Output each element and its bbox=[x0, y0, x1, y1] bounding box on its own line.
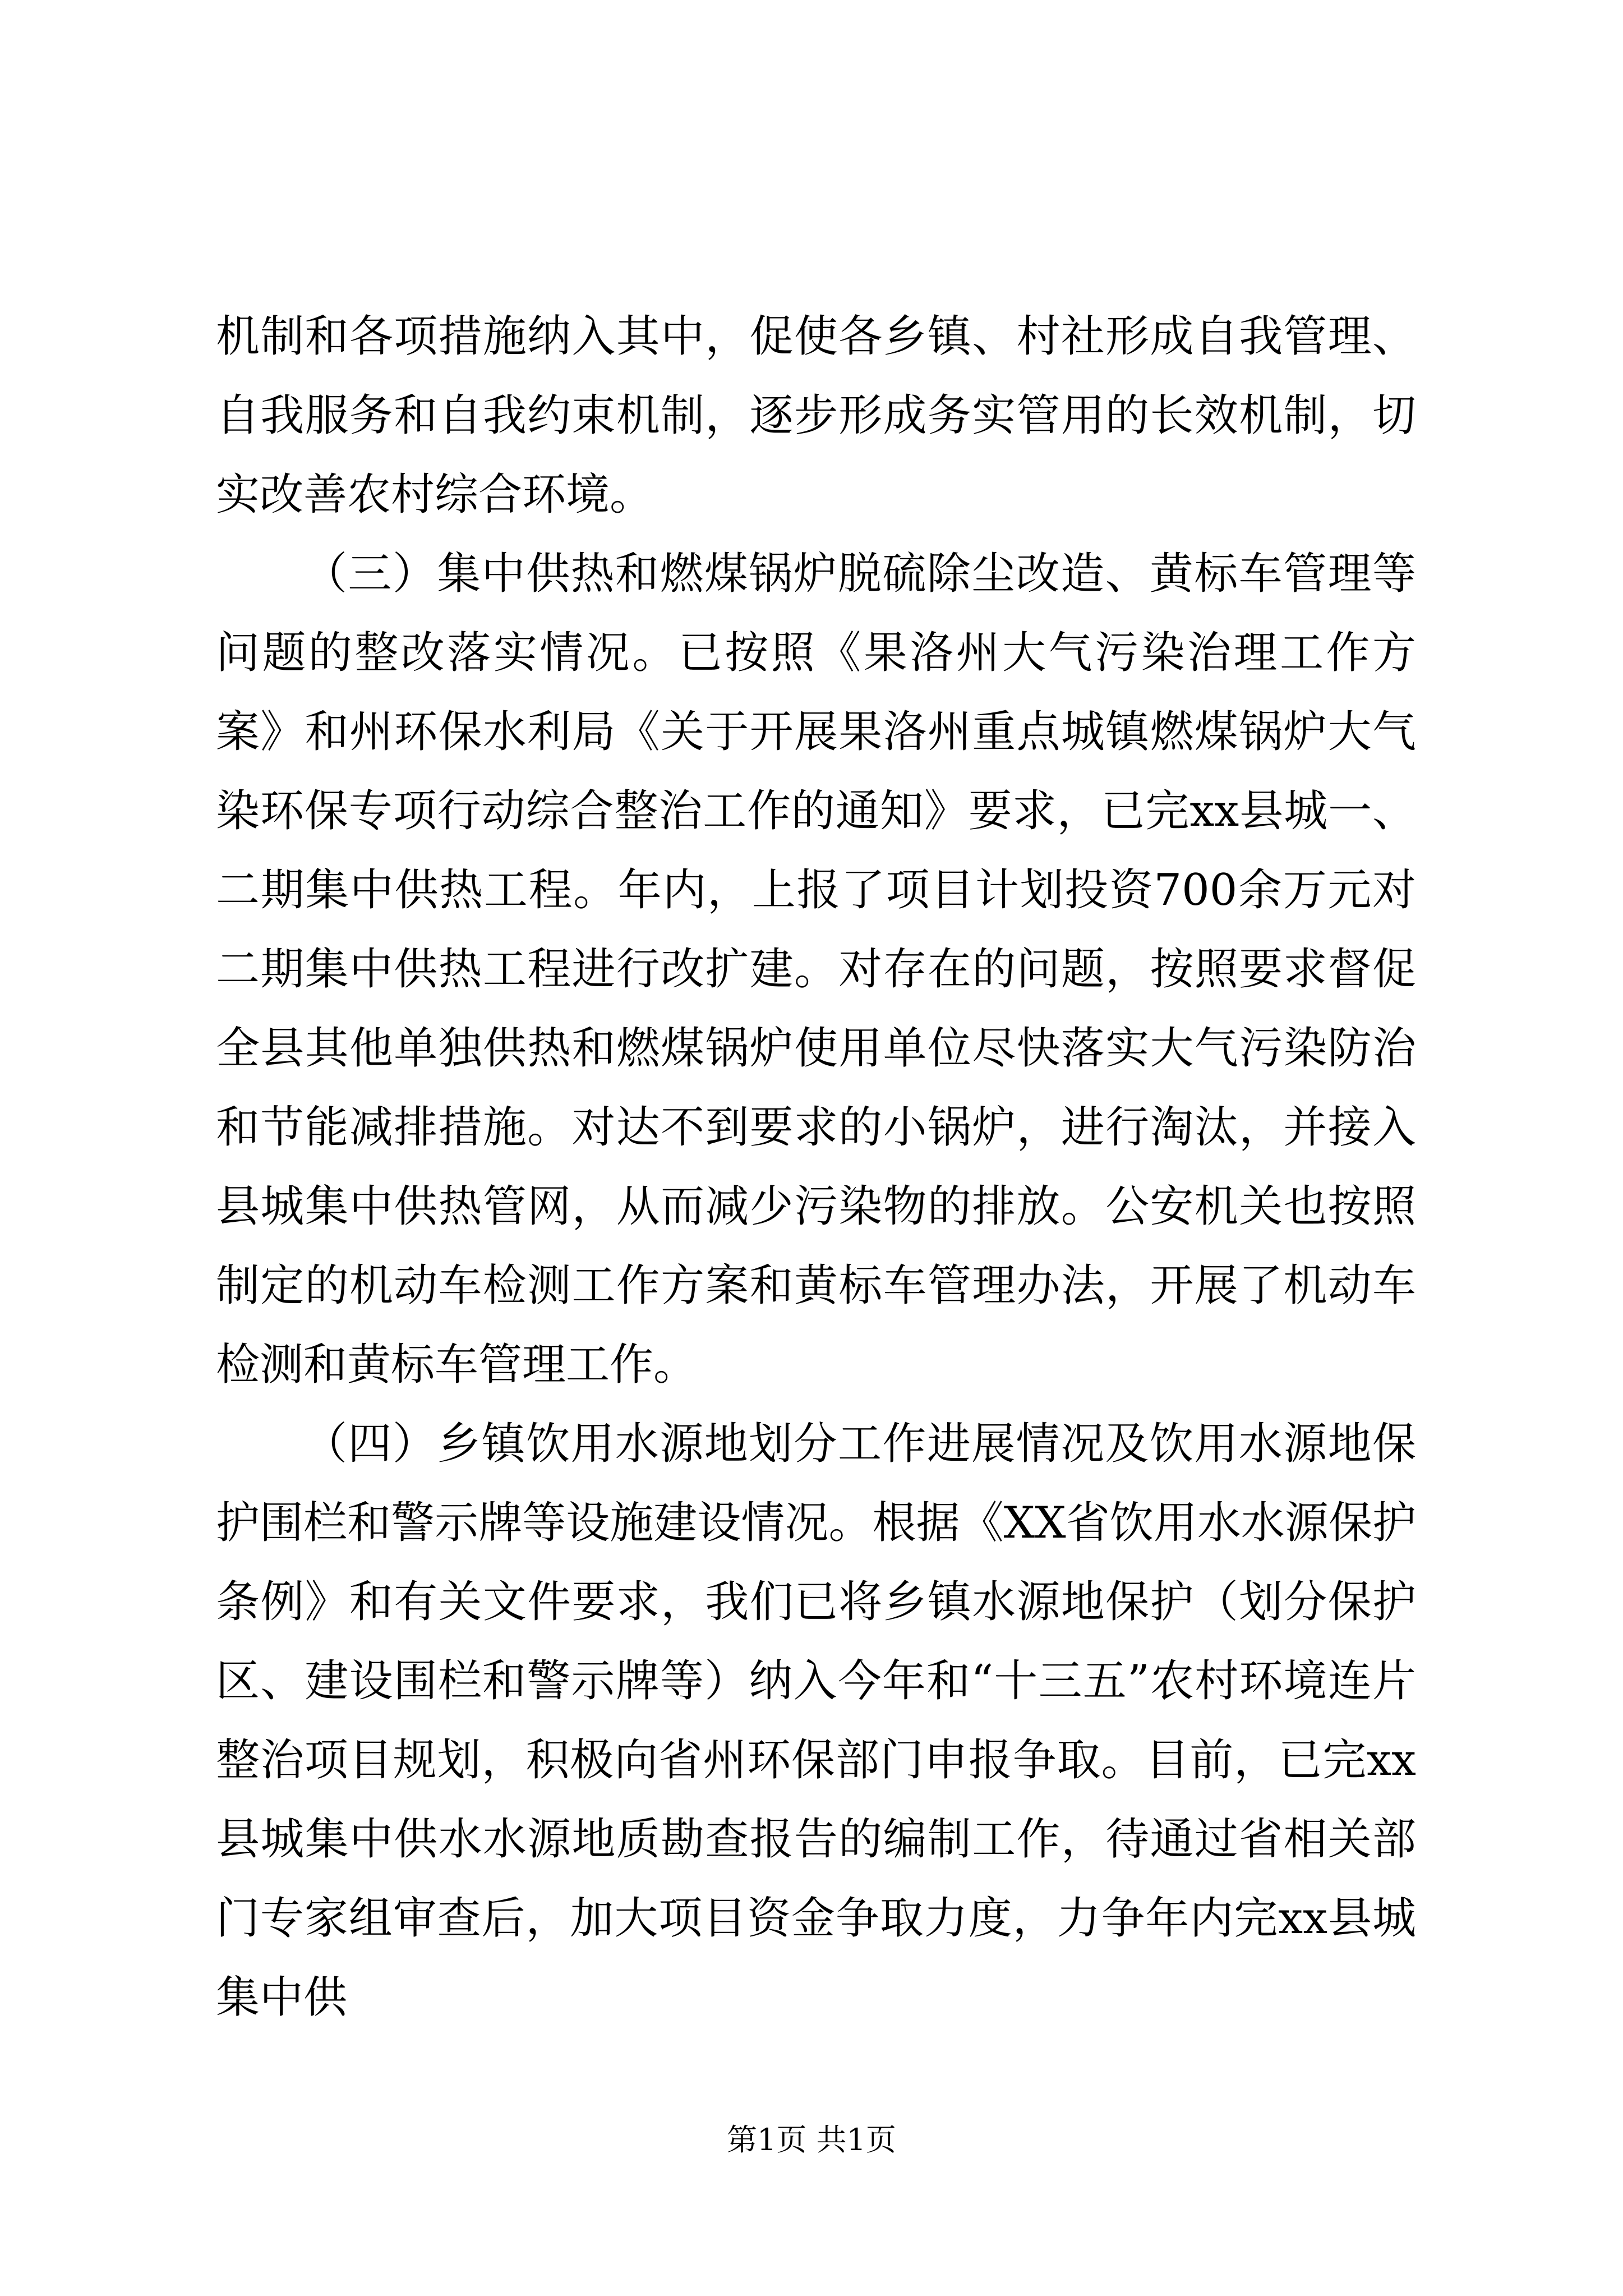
page-footer: 第1页 共1页 bbox=[727, 2122, 896, 2157]
paragraph-section-4: （四）乡镇饮用水源地划分工作进展情况及饮用水源地保护围栏和警示牌等设施建设情况。根据《XX省饮用水水源保护条例》和有关文件要求，我们已将乡镇水源地保护（划分保护区、建设围栏和警示牌等）纳入今年和“十三五”农村环境连片整治项目规划，积极向省州环保部门申报争取。目前，已完xx县城集中供水水源地质勘查报告的编制工作，待通过省相关部门专家组审查后，加大项目资金争取力度，力争年内完xx县城集中供 bbox=[216, 1419, 1416, 2023]
paragraph-section-3: （三）集中供热和燃煤锅炉脱硫除尘改造、黄标车管理等问题的整改落实情况。已按照《果洛州大气污染治理工作方案》和州环保水利局《关于开展果洛州重点城镇燃煤锅炉大气染环保专项行动综合整治工作的通知》要求，已完xx县城一、二期集中供热工程。年内，上报了项目计划投资700余万元对二期集中供热工程进行改扩建。对存在的问题，按照要求督促全县其他单独供热和燃煤锅炉使用单位尽快落实大气污染防治和节能减排措施。对达不到要求的小锅炉，进行淘汰，并接入县城集中供热管网，从而减少污染物的排放。公安机关也按照制定的机动车检测工作方案和黄标车管理办法，开展了机动车检测和黄标车管理工作。 bbox=[216, 549, 1416, 1390]
paragraph-continued: 机制和各项措施纳入其中，促使各乡镇、村社形成自我管理、自我服务和自我约束机制，逐步形成务实管用的长效机制，切实改善农村综合环境。 bbox=[216, 311, 1416, 520]
document-body bbox=[216, 297, 1416, 2037]
